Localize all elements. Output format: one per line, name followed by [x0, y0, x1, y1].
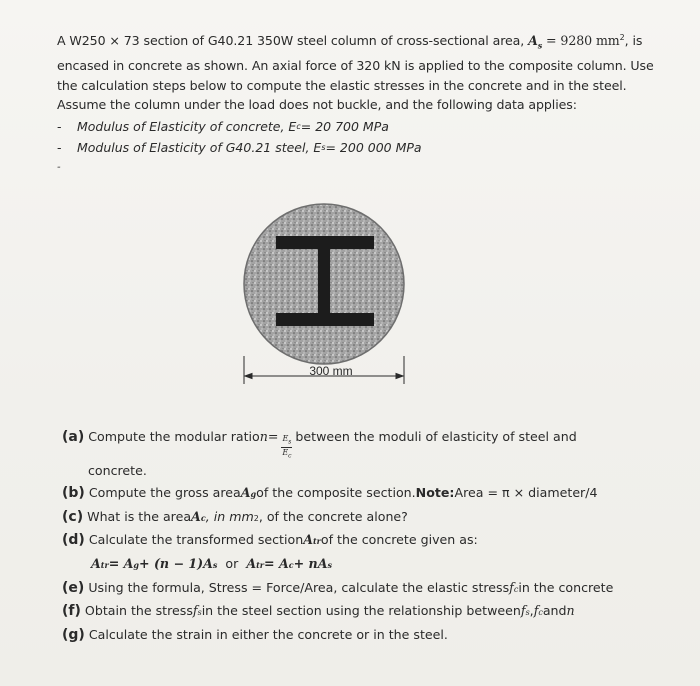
stray-dash-mark: -	[57, 162, 61, 173]
question-f: (f) Obtain the stress f s in the steel section using the relationship between f s , f c and n	[62, 603, 575, 620]
question-d: (d) Calculate the transformed section A tr of the concrete given as:	[62, 532, 478, 549]
question-a: (a) Compute the modular ratio n = $\frac{E_s}{E_c}$ between the moduli of elasticity of steel and	[62, 429, 577, 460]
given-data-list	[57, 116, 617, 173]
question-b: (b) Compute the gross area A g of the composite section. Note: Area = π × diameter/4	[62, 484, 598, 501]
intro-line-2: encased in concrete as shown. An axial force of 320 kN is applied to the composite column. Use	[57, 58, 654, 74]
modular-ratio-fraction: $\frac{E_s}{E_c}$	[282, 434, 292, 460]
transformed-area-formula: A tr = A g + (n − 1)A s or A tr = A c + nA s	[91, 556, 332, 571]
question-a-continued: concrete.	[88, 463, 147, 479]
question-c: (c) What is the area A c , in mm 2 , of the concrete alone?	[62, 508, 408, 525]
given-item-concrete: - Modulus of Elasticity of concrete, E c = 20 700 MPa	[57, 119, 389, 134]
intro-line-3: the calculation steps below to compute the elastic stresses in the concrete and in the steel.	[57, 77, 627, 93]
question-e: (e) Using the formula, Stress = Force/Area, calculate the elastic stress f c in the concrete	[62, 579, 614, 596]
given-item-steel: - Modulus of Elasticity of G40.21 steel, E s = 200 000 MPa	[57, 140, 422, 155]
question-g: (g) Calculate the strain in either the concrete or in the steel.	[62, 627, 448, 644]
dimension-label: 300 mm	[309, 364, 353, 378]
intro-line-4: Assume the column under the load does not buckle, and the following data applies:	[57, 97, 577, 113]
question-list	[62, 426, 672, 647]
intro-line-1: A W250 × 73 section of G40.21 350W steel column of cross-sectional area, $A_s = 9280$ $mm^2$, is	[57, 33, 643, 51]
problem-statement	[57, 28, 657, 115]
